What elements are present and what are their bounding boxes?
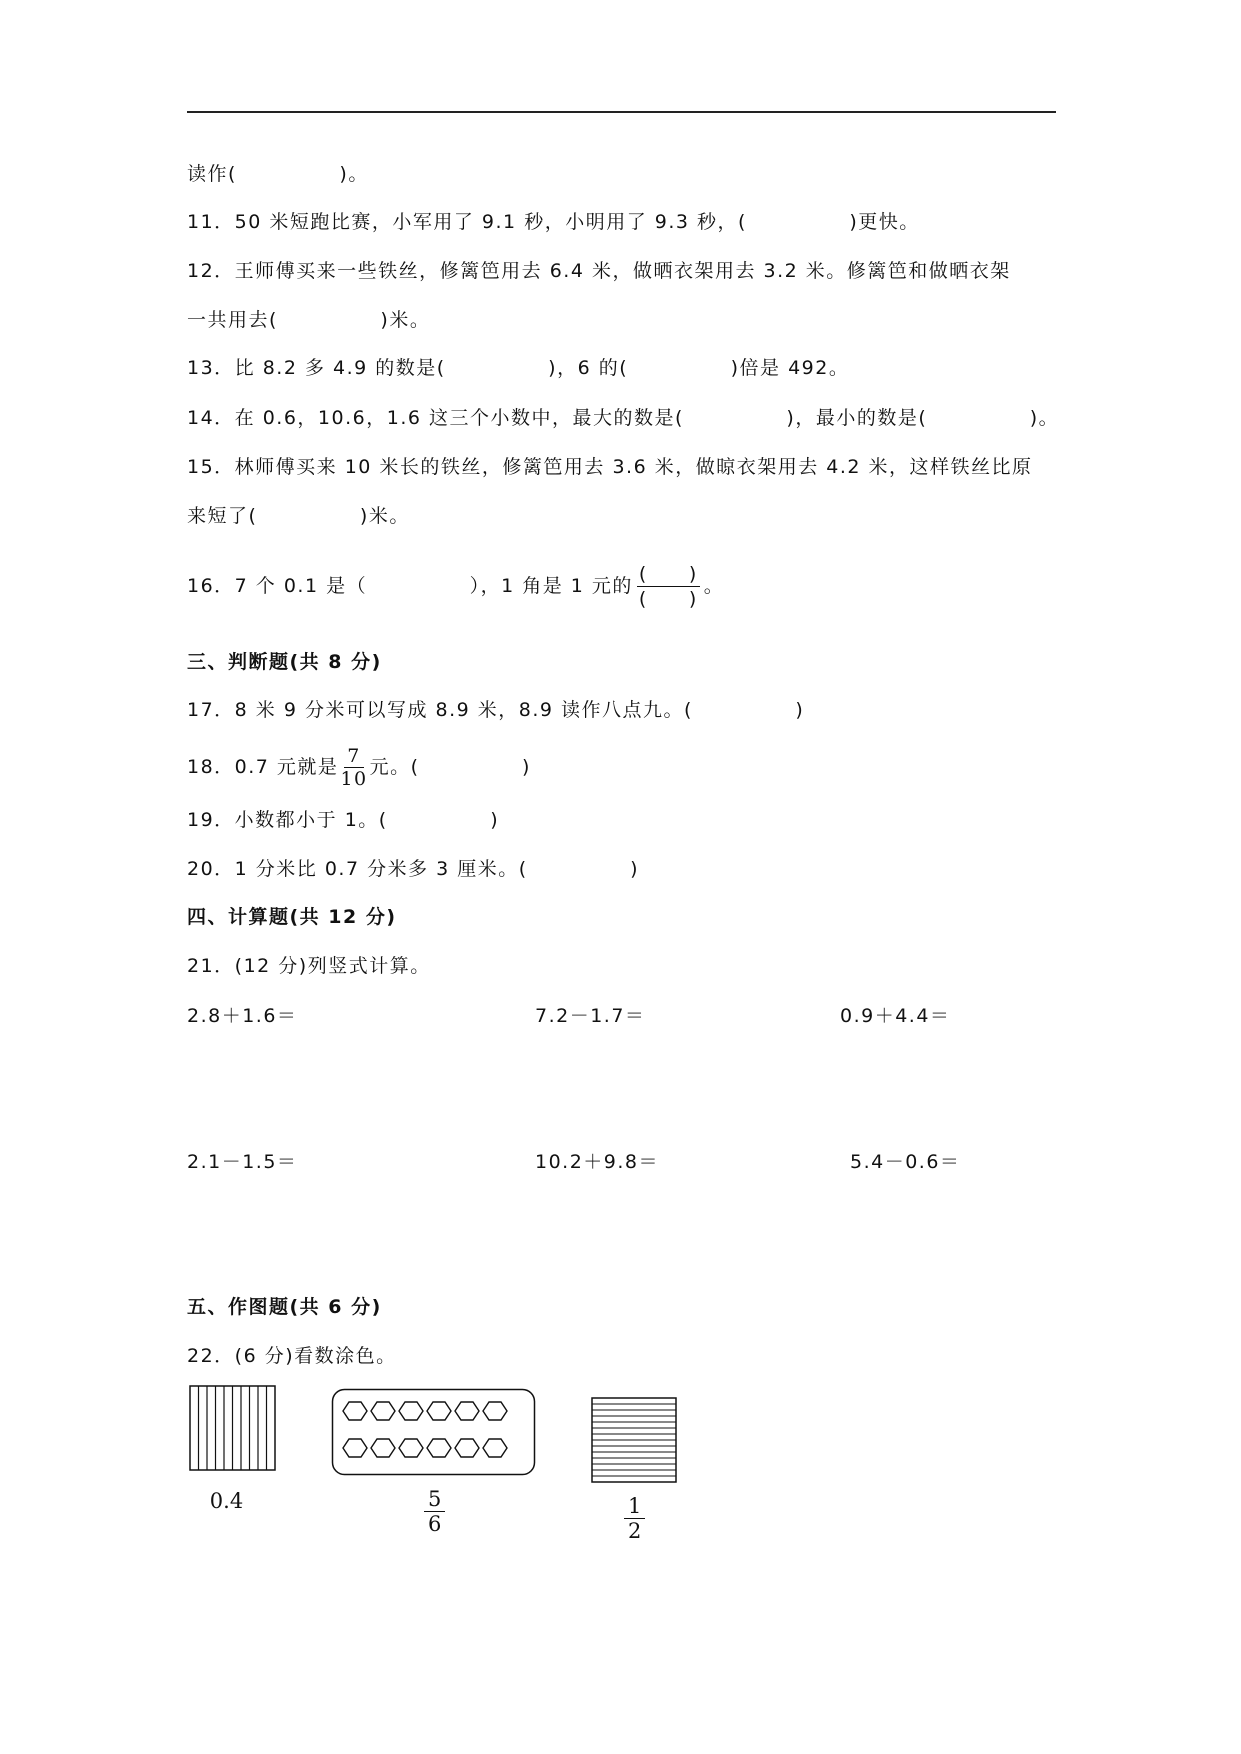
- hexagon-shape: [455, 1402, 479, 1420]
- question-21: 21．(12 分)列竖式计算。: [187, 955, 431, 977]
- hexagon-shape: [427, 1439, 451, 1457]
- section-5-heading: 五、作图题(共 6 分): [187, 1296, 382, 1318]
- fraction-numerator: 1: [624, 1494, 645, 1519]
- question-13: 13．比 8.2 多 4.9 的数是( )，6 的( )倍是 492。: [187, 357, 850, 379]
- fraction-denominator: 10: [340, 768, 368, 790]
- calculation-3: 0.9＋4.4＝: [840, 1005, 951, 1027]
- fraction-denominator-blank: ( ): [638, 588, 698, 610]
- calculation-6: 5.4－0.6＝: [850, 1151, 961, 1173]
- header-rule: [187, 111, 1056, 113]
- figure-3-fraction: [624, 1494, 645, 1543]
- question-19: 19．小数都小于 1。( ): [187, 809, 500, 831]
- figure-2-fraction: [424, 1487, 445, 1536]
- hexagon-shape: [343, 1402, 367, 1420]
- calculation-2: 7.2－1.7＝: [535, 1005, 646, 1027]
- hexagon-shape: [399, 1439, 423, 1457]
- calculation-4: 2.1－1.5＝: [187, 1151, 298, 1173]
- hexagon-shape: [483, 1439, 507, 1457]
- question-18-fraction: [340, 745, 367, 790]
- question-18-end: 元。( ): [369, 756, 531, 778]
- question-12-line1: 12．王师傅买来一些铁丝，修篱笆用去 6.4 米，做晒衣架用去 3.2 米。修篱笆和做晒衣架: [187, 260, 1011, 282]
- question-16-text: 16．7 个 0.1 是（ ），1 角是 1 元的: [187, 575, 633, 597]
- hexagon-shape: [483, 1402, 507, 1420]
- question-18-text: 18．0.7 元就是: [187, 756, 339, 778]
- hexagon-tray-figure: [331, 1388, 536, 1476]
- section-4-heading: 四、计算题(共 12 分): [187, 906, 397, 928]
- question-18: [187, 742, 531, 792]
- question-16-end: 。: [703, 575, 725, 597]
- question-16: [187, 556, 724, 616]
- calculation-5: 10.2＋9.8＝: [535, 1151, 660, 1173]
- hexagon-shape: [399, 1402, 423, 1420]
- question-12-line2: 一共用去( )米。: [187, 309, 431, 331]
- hexagon-shape: [343, 1439, 367, 1457]
- fraction-denominator: 2: [628, 1519, 642, 1543]
- question-14: 14．在 0.6，10.6，1.6 这三个小数中，最大的数是( )，最小的数是( )。: [187, 407, 1060, 429]
- question-17: 17．8 米 9 分米可以写成 8.9 米，8.9 读作八点九。( ): [187, 699, 805, 721]
- question-20: 20．1 分米比 0.7 分米多 3 厘米。( ): [187, 858, 640, 880]
- hexagon-shape: [371, 1402, 395, 1420]
- section-3-heading: 三、判断题(共 8 分): [187, 651, 382, 673]
- question-10-continuation: 读作( )。: [187, 163, 369, 185]
- question-22: 22．(6 分)看数涂色。: [187, 1345, 397, 1367]
- question-15-line2: 来短了( )米。: [187, 505, 410, 527]
- question-16-fraction-blank: [637, 562, 700, 611]
- calculation-1: 2.8＋1.6＝: [187, 1005, 298, 1027]
- fraction-numerator: 5: [424, 1487, 445, 1512]
- fraction-numerator: 7: [344, 745, 364, 768]
- hexagon-shape: [455, 1439, 479, 1457]
- fraction-denominator: 6: [428, 1512, 442, 1536]
- figure-1-label: 0.4: [209, 1489, 244, 1513]
- question-11: 11．50 米短跑比赛，小军用了 9.1 秒，小明用了 9.3 秒，( )更快。: [187, 211, 920, 233]
- hexagon-shape: [427, 1402, 451, 1420]
- vertical-strips-figure: [189, 1385, 276, 1471]
- question-15-line1: 15．林师傅买来 10 米长的铁丝，修篱笆用去 3.6 米，做晾衣架用去 4.2 米，这样铁丝比原: [187, 456, 1033, 478]
- horizontal-stripes-figure: [591, 1397, 677, 1483]
- fraction-numerator-blank: ( ): [638, 563, 698, 585]
- hexagon-shape: [371, 1439, 395, 1457]
